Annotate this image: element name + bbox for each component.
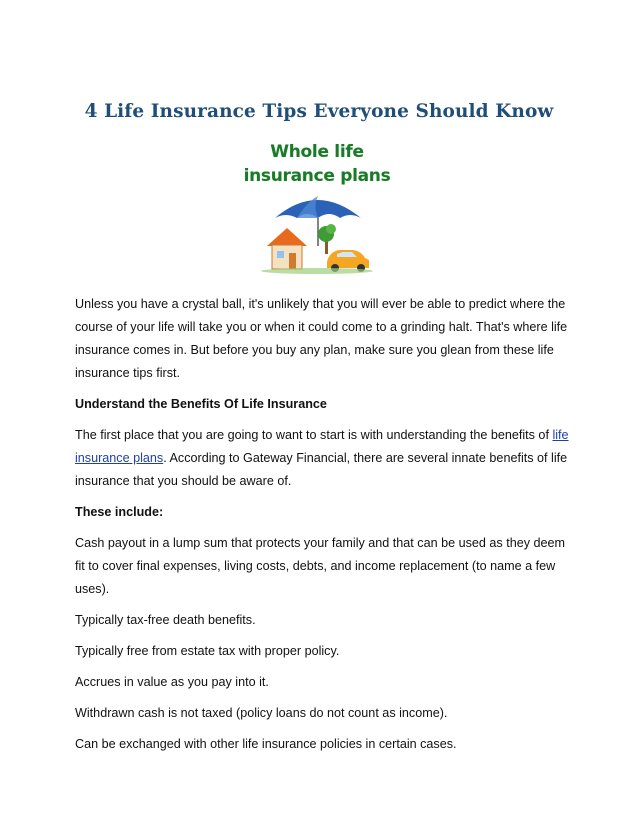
page-title: 4 Life Insurance Tips Everyone Should Know xyxy=(84,101,554,122)
whole-life-banner-image xyxy=(232,138,402,278)
intro-paragraph: Unless you have a crystal ball, it's unlikely that you will ever be able to predict where the course of your life will take you or when it could come to a grinding halt. That's where life insurance comes in. But before you buy any plan, make sure you glean from these life insurance tips first. xyxy=(75,297,568,380)
umbrella-canopy xyxy=(275,200,361,218)
benefit-item: Cash payout in a lump sum that protects your family and that can be used as they deem fit to cover final expenses, living costs, debts, and income replacement (to name a few uses). xyxy=(75,536,566,596)
house-roof xyxy=(267,228,307,246)
banner-line-2: insurance plans xyxy=(243,166,391,186)
umbrella-house-car-illustration xyxy=(257,188,377,274)
benefit-item: Accrues in value as you pay into it. xyxy=(75,675,269,689)
section-heading: Understand the Benefits Of Life Insurance xyxy=(75,397,327,411)
para-text-before-link: The first place that you are going to want to start is with understanding the benefits of xyxy=(75,428,553,442)
para-text-after-link: . According to Gateway Financial, there are several innate benefits of life insurance that you should be aware of. xyxy=(75,451,568,488)
article-body xyxy=(75,293,575,764)
house-body xyxy=(272,245,302,269)
benefit-item: Typically free from estate tax with proper policy. xyxy=(75,644,340,658)
benefit-item: Typically tax-free death benefits. xyxy=(75,613,256,627)
benefit-item: Can be exchanged with other life insurance policies in certain cases. xyxy=(75,737,457,751)
benefits-intro-paragraph xyxy=(75,424,575,493)
benefit-item: Withdrawn cash is not taxed (policy loans do not count as income). xyxy=(75,706,448,720)
includes-heading: These include: xyxy=(75,505,164,519)
life-insurance-plans-link[interactable]: life insurance plans xyxy=(75,428,569,465)
banner-line-1: Whole life xyxy=(270,142,364,162)
